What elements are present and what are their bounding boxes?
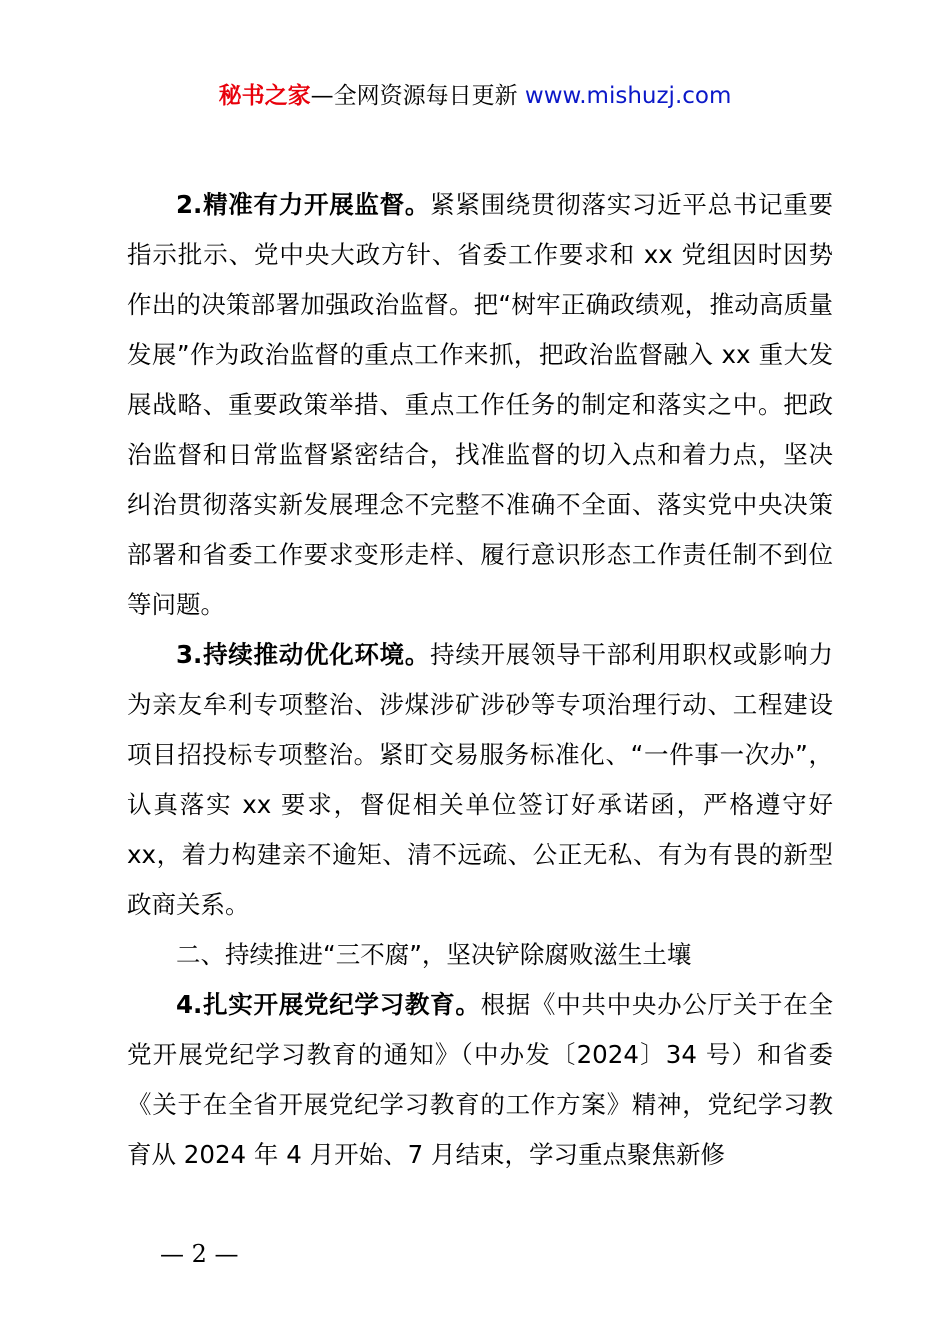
paragraph-text: 持续开展领导干部利用职权或影响力为亲友牟利专项整治、涉煤涉矿涉砂等专项治理行动、工程建设项目招投标专项整治。紧盯交易服务标准化、“一件事一次办”，认真落实 xx 要求，督促相关单位签订好承诺函，严格遵守好 xx，着力构建亲不逾矩、清不远疏、公正无私、有为有畏的新型政商关系。 bbox=[127, 640, 834, 919]
paragraph-lead: 4.扎实开展党纪学习教育。 bbox=[176, 990, 481, 1019]
site-header bbox=[0, 80, 950, 112]
site-url-link[interactable]: www.mishuzj.com bbox=[524, 83, 732, 109]
site-brand: 秘书之家 bbox=[218, 83, 311, 109]
paragraph-text: 紧紧围绕贯彻落实习近平总书记重要指示批示、党中央大政方针、省委工作要求和 xx 党组因时因势作出的决策部署加强政治监督。把“树牢正确政绩观，推动高质量发展”作为政治监督的重点工作来抓，把政治监督融入 xx 重大发展战略、重要政策举措、重点工作任务的制定和落实之中。把政治监督和日常监督紧密结合，找准监督的切入点和着力点，坚决纠治贯彻落实新发展理念不完整不准确不全面、落实党中央决策部署和省委工作要求变形走样、履行意识形态工作责任制不到位等问题。 bbox=[127, 190, 834, 619]
page-number: — 2 — bbox=[160, 1240, 239, 1268]
paragraph-lead: 3.持续推动优化环境。 bbox=[176, 640, 431, 669]
paragraph-lead: 2.精准有力开展监督。 bbox=[176, 190, 431, 219]
document-body bbox=[127, 180, 833, 1180]
paragraph-party-discipline bbox=[127, 980, 833, 1180]
site-tagline: —全网资源每日更新 bbox=[310, 83, 525, 109]
paragraph-text: 根据《中共中央办公厅关于在全党开展党纪学习教育的通知》（中办发〔2024〕34 号）和省委《关于在全省开展党纪学习教育的工作方案》精神，党纪学习教育从 2024 年 4 月开始、7 月结束，学习重点聚焦新修 bbox=[127, 990, 833, 1169]
paragraph-environment bbox=[127, 630, 833, 930]
section-heading: 二、持续推进“三不腐”，坚决铲除腐败滋生土壤 bbox=[176, 940, 692, 969]
paragraph-supervision bbox=[127, 180, 833, 630]
